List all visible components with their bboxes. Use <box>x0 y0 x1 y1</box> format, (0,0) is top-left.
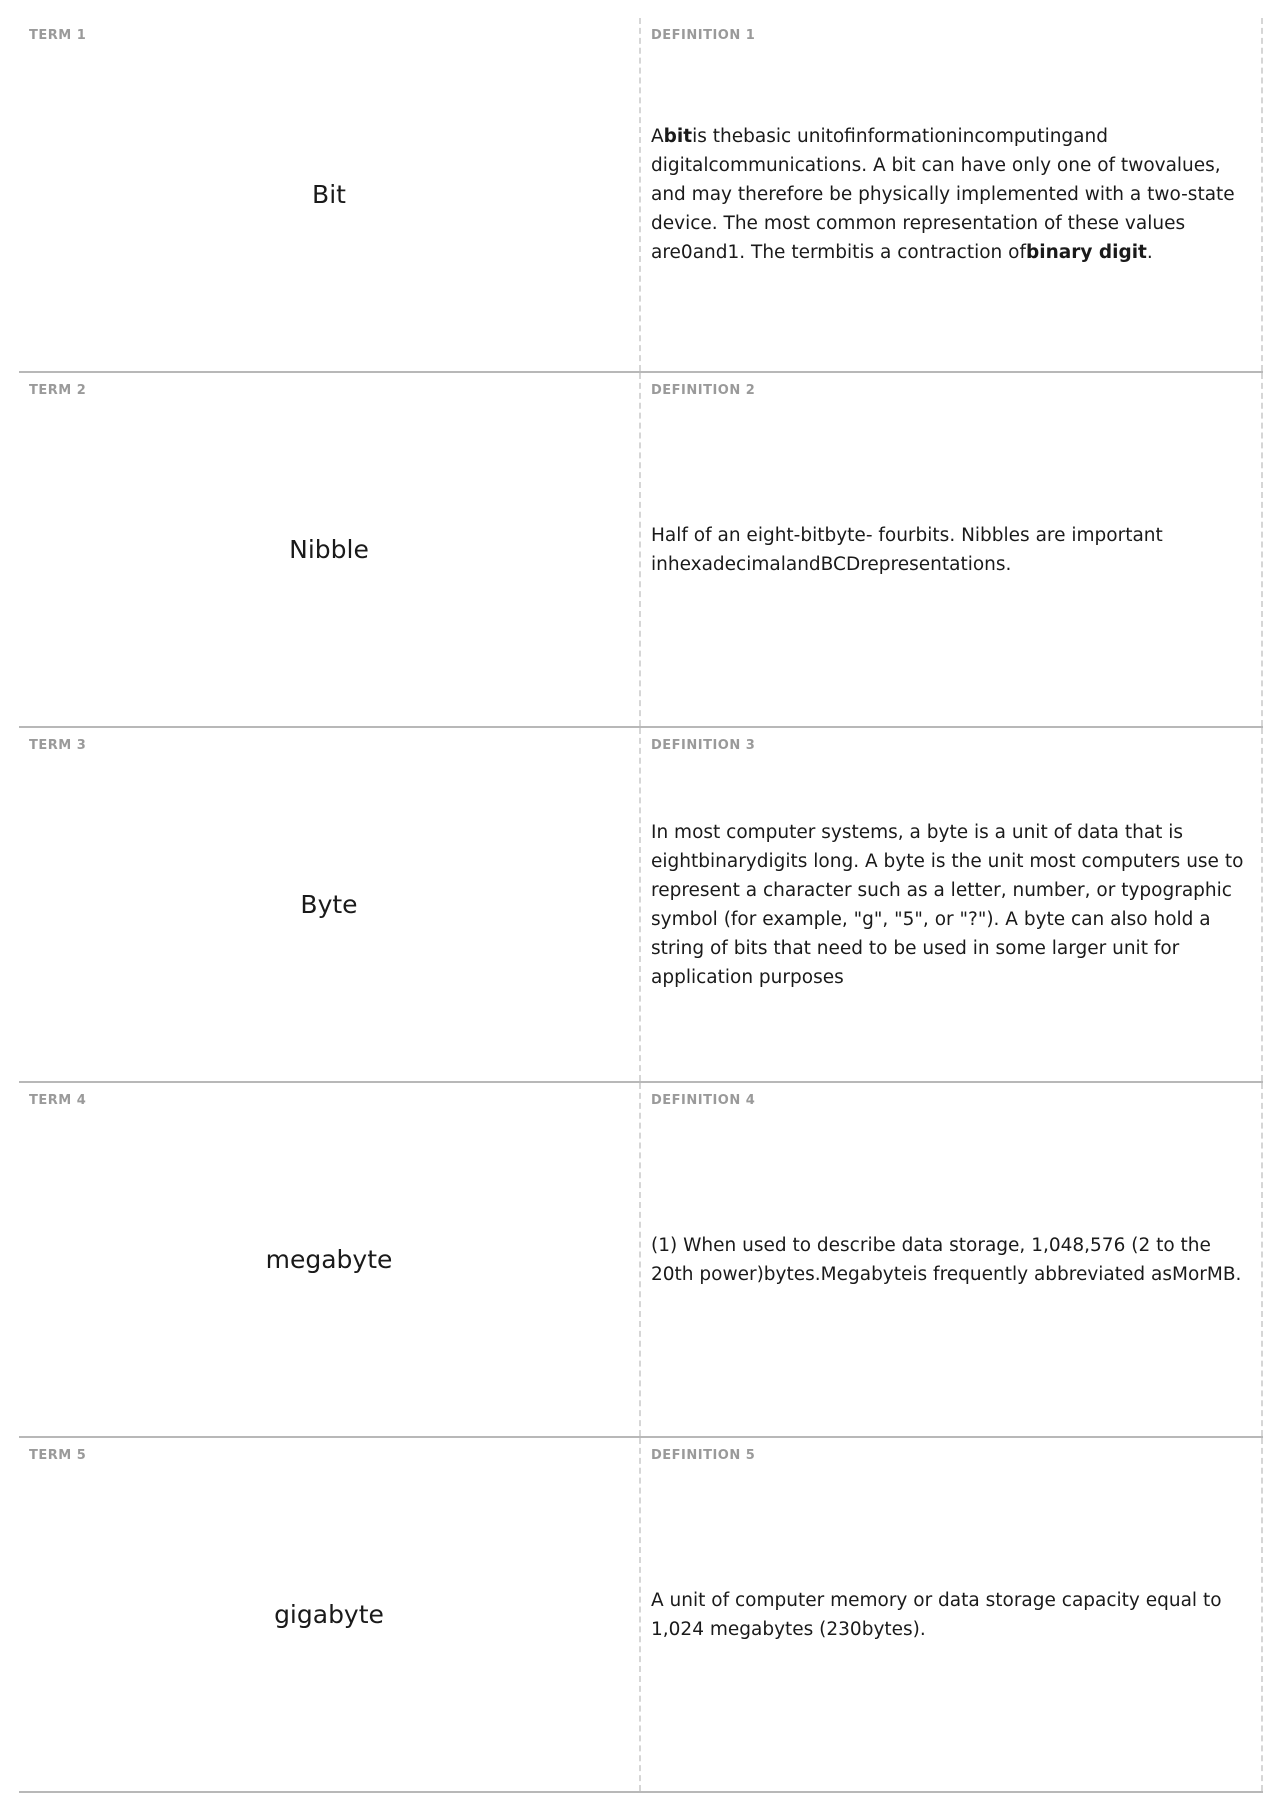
definition-label: DEFINITION 1 <box>651 28 756 43</box>
definition-text-part: is thebasic unitofinformationincomputingand digitalcommunications. A bit can have only one of twovalues, and may therefore be physically implemented with a two-state device. The most common representation of these values are0and1. The termbitis a contraction of <box>651 126 1235 263</box>
term-text: gigabyte <box>274 1600 384 1629</box>
term-label: TERM 5 <box>29 1448 87 1463</box>
term-cell <box>19 1083 641 1436</box>
definition-bold-term: binary digit <box>1026 242 1147 263</box>
term-label: TERM 2 <box>29 383 87 398</box>
term-cell <box>19 728 641 1081</box>
term-label: TERM 3 <box>29 738 87 753</box>
definition-cell <box>641 1083 1263 1436</box>
term-cell <box>19 18 641 371</box>
definition-cell <box>641 728 1263 1081</box>
definition-label: DEFINITION 3 <box>651 738 756 753</box>
definition-text <box>651 122 1251 267</box>
definition-cell <box>641 1438 1263 1791</box>
definition-cell <box>641 18 1263 371</box>
term-cell <box>19 373 641 726</box>
flashcard-row <box>19 728 1263 1083</box>
term-text: Bit <box>312 180 346 209</box>
definition-text: In most computer systems, a byte is a unit of data that is eightbinarydigits long. A byte is the unit most computers use to represent a character such as a letter, number, or typographic symbol (for example, "g", "5", or "?"). A byte can also hold a string of bits that need to be used in some larger unit for application purposes <box>651 821 1244 988</box>
definition-text: (1) When used to describe data storage, 1,048,576 (2 to the 20th power)bytes.Megabyteis frequently abbreviated asMorMB. <box>651 1234 1242 1285</box>
flashcard-row <box>19 1438 1263 1793</box>
definition-text: Half of an eight-bitbyte- fourbits. Nibbles are important inhexadecimalandBCDrepresentations. <box>651 524 1163 575</box>
flashcard-row <box>19 1083 1263 1438</box>
definition-text-part: A <box>651 126 664 147</box>
definition-bold-term: bit <box>663 126 693 147</box>
definition-text-part: . <box>1146 242 1153 263</box>
definition-cell <box>641 373 1263 726</box>
definition-label: DEFINITION 4 <box>651 1093 756 1108</box>
definition-text: A unit of computer memory or data storage capacity equal to 1,024 megabytes (230bytes). <box>651 1589 1222 1640</box>
flashcard-sheet <box>19 18 1263 1793</box>
flashcard-row <box>19 18 1263 373</box>
term-label: TERM 1 <box>29 28 87 43</box>
term-label: TERM 4 <box>29 1093 87 1108</box>
flashcard-row <box>19 373 1263 728</box>
term-text: Nibble <box>289 535 369 564</box>
term-cell <box>19 1438 641 1791</box>
definition-label: DEFINITION 5 <box>651 1448 756 1463</box>
term-text: megabyte <box>265 1245 393 1274</box>
definition-label: DEFINITION 2 <box>651 383 756 398</box>
term-text: Byte <box>300 890 358 919</box>
